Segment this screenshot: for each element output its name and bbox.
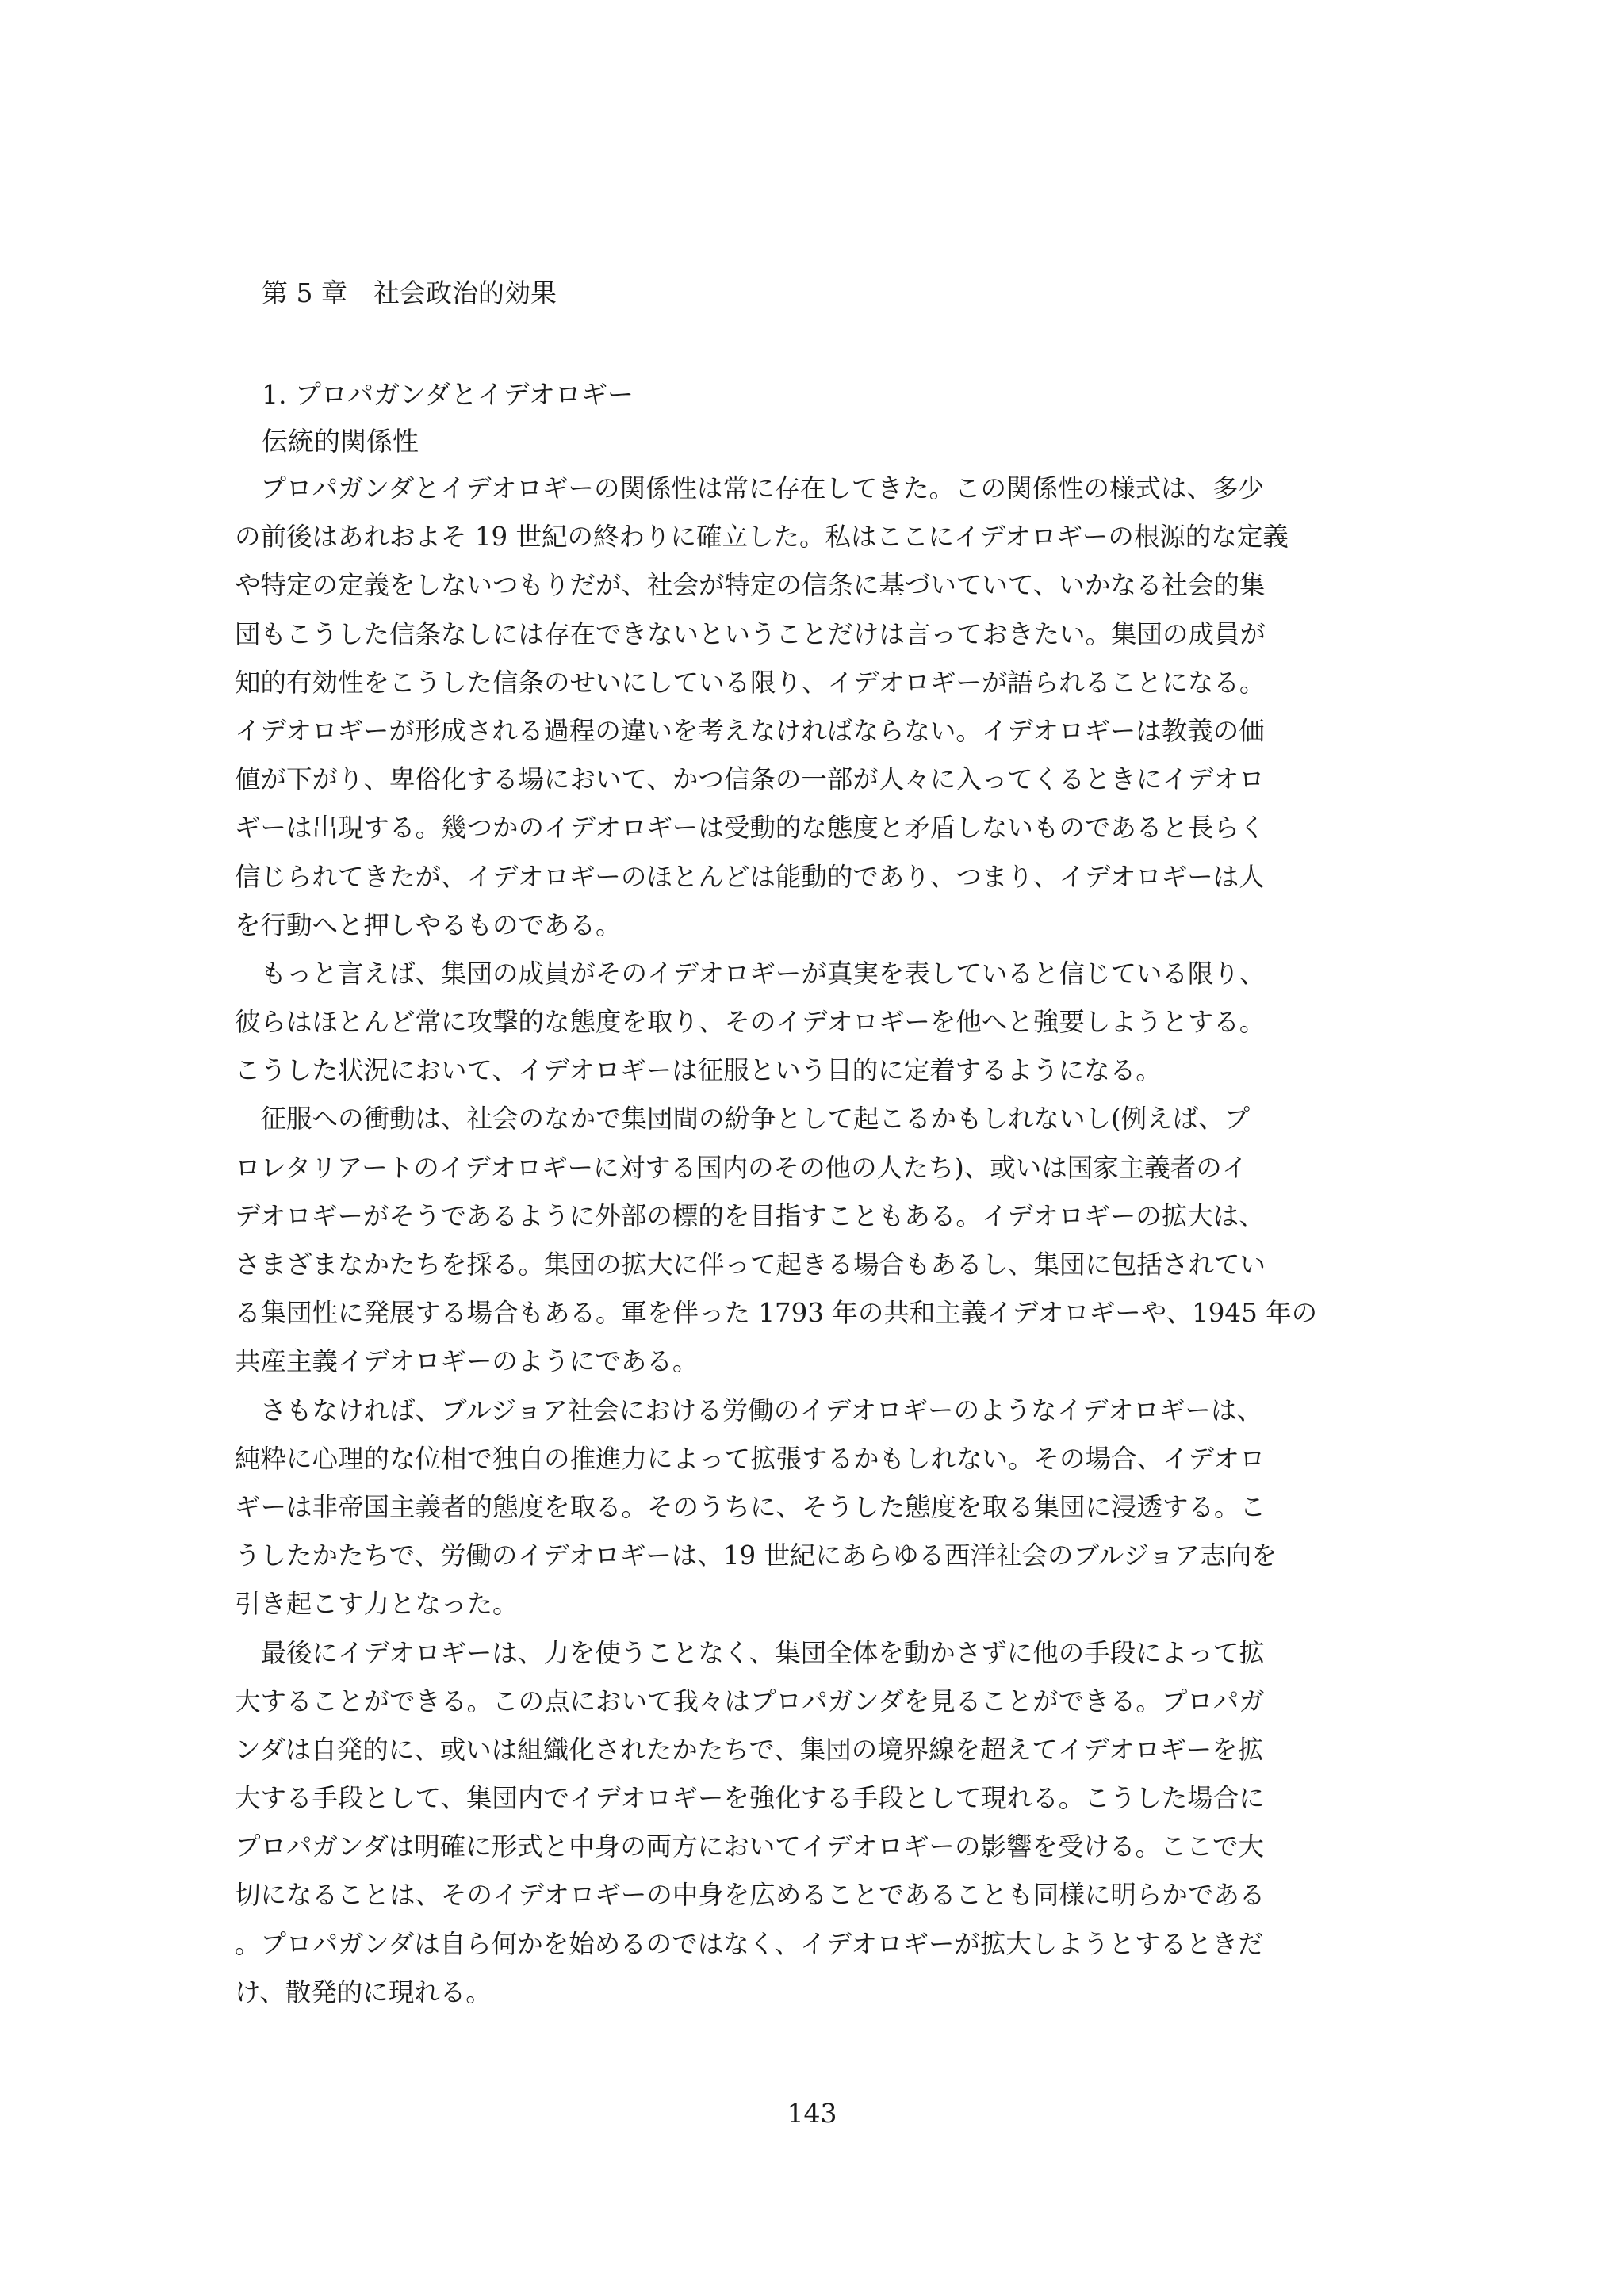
section-heading: 1. プロパガンダとイデオロギー — [262, 379, 634, 410]
body-line: ロレタリアートのイデオロギーに対する国内のその他の人たち)、或いは国家主義者のイ — [235, 1152, 1248, 1183]
body-line: さまざまなかたちを採る。集団の拡大に伴って起きる場合もあるし、集団に包括されてい — [235, 1249, 1266, 1280]
body-line: 大する手段として、集団内でイデオロギーを強化する手段として現れる。こうした場合に — [235, 1783, 1265, 1814]
body-line: け、散発的に現れる。 — [235, 1976, 492, 2007]
body-text — [235, 465, 1392, 2017]
body-line: 最後にイデオロギーは、力を使うことなく、集団全体を動かさずに他の手段によって拡 — [235, 1637, 1265, 1668]
body-line: イデオロギーが形成される過程の違いを考えなければならない。イデオロギーは教義の価 — [235, 715, 1265, 746]
body-line: 征服への衝動は、社会のなかで集団間の紛争として起こるかもしれないし(例えば、プ — [235, 1104, 1251, 1135]
body-line: 切になることは、そのイデオロギーの中身を広めることであることも同様に明らかである — [235, 1880, 1266, 1911]
body-line: ギーは出現する。幾つかのイデオロギーは受動的な態度と矛盾しないものであると長らく — [235, 813, 1266, 844]
body-line: 彼らはほとんど常に攻撃的な態度を取り、そのイデオロギーを他へと強要しようとする。 — [235, 1007, 1266, 1038]
body-line: 大することができる。この点において我々はプロパガンダを見ることができる。プロパガ — [235, 1686, 1265, 1716]
body-line: デオロギーがそうであるように外部の標的を目指すこともある。イデオロギーの拡大は、 — [235, 1200, 1265, 1231]
body-line: ギーは非帝国主義者的態度を取る。そのうちに、そうした態度を取る集団に浸透する。こ — [235, 1491, 1266, 1522]
body-line: 知的有効性をこうした信条のせいにしている限り、イデオロギーが語られることになる。 — [235, 667, 1266, 698]
body-line: 値が下がり、卑俗化する場において、かつ信条の一部が人々に入ってくるときにイデオロ — [235, 764, 1265, 795]
body-line: の前後はあれおよそ 19 世紀の終わりに確立した。私はここにイデオロギーの根源的な定義 — [235, 522, 1289, 553]
body-line: を行動へと押しやるものである。 — [235, 909, 622, 940]
body-line: プロパガンダは明確に形式と中身の両方においてイデオロギーの影響を受ける。ここで大 — [235, 1831, 1265, 1862]
body-line: 信じられてきたが、イデオロギーのほとんどは能動的であり、つまり、イデオロギーは人 — [235, 861, 1265, 892]
body-line: うしたかたちで、労働のイデオロギーは、19 世紀にあらゆる西洋社会のブルジョア志向を — [235, 1540, 1277, 1571]
subsection-heading: 伝統的関係性 — [262, 426, 419, 457]
body-line: さもなければ、ブルジョア社会における労働のイデオロギーのようなイデオロギーは、 — [235, 1395, 1262, 1425]
body-line: 団もこうした信条なしには存在できないということだけは言っておきたい。集団の成員が — [235, 618, 1266, 649]
body-line: や特定の定義をしないつもりだが、社会が特定の信条に基づいていて、いかなる社会的集 — [235, 570, 1266, 601]
body-line: 純粋に心理的な位相で独自の推進力によって拡張するかもしれない。その場合、イデオロ — [235, 1443, 1266, 1474]
body-line: 共産主義イデオロギーのようにである。 — [235, 1346, 699, 1377]
chapter-heading: 第 5 章 社会政治的効果 — [262, 277, 557, 308]
body-line: 。プロパガンダは自ら何かを始めるのではなく、イデオロギーが拡大しようとするときだ — [235, 1928, 1264, 1959]
body-line: 引き起こす力となった。 — [235, 1589, 519, 1620]
body-line: ンダは自発的に、或いは組織化されたかたちで、集団の境界線を超えてイデオロギーを拡 — [235, 1734, 1264, 1765]
body-line: もっと言えば、集団の成員がそのイデオロギーが真実を表していると信じている限り、 — [235, 958, 1266, 989]
body-line: プロパガンダとイデオロギーの関係性は常に存在してきた。この関係性の様式は、多少 — [235, 473, 1265, 503]
page-number: 143 — [787, 2098, 837, 2129]
body-line: る集団性に発展する場合もある。軍を伴った 1793 年の共和主義イデオロギーや、1945 年の — [235, 1298, 1318, 1329]
body-line: こうした状況において、イデオロギーは征服という目的に定着するようになる。 — [235, 1055, 1162, 1086]
